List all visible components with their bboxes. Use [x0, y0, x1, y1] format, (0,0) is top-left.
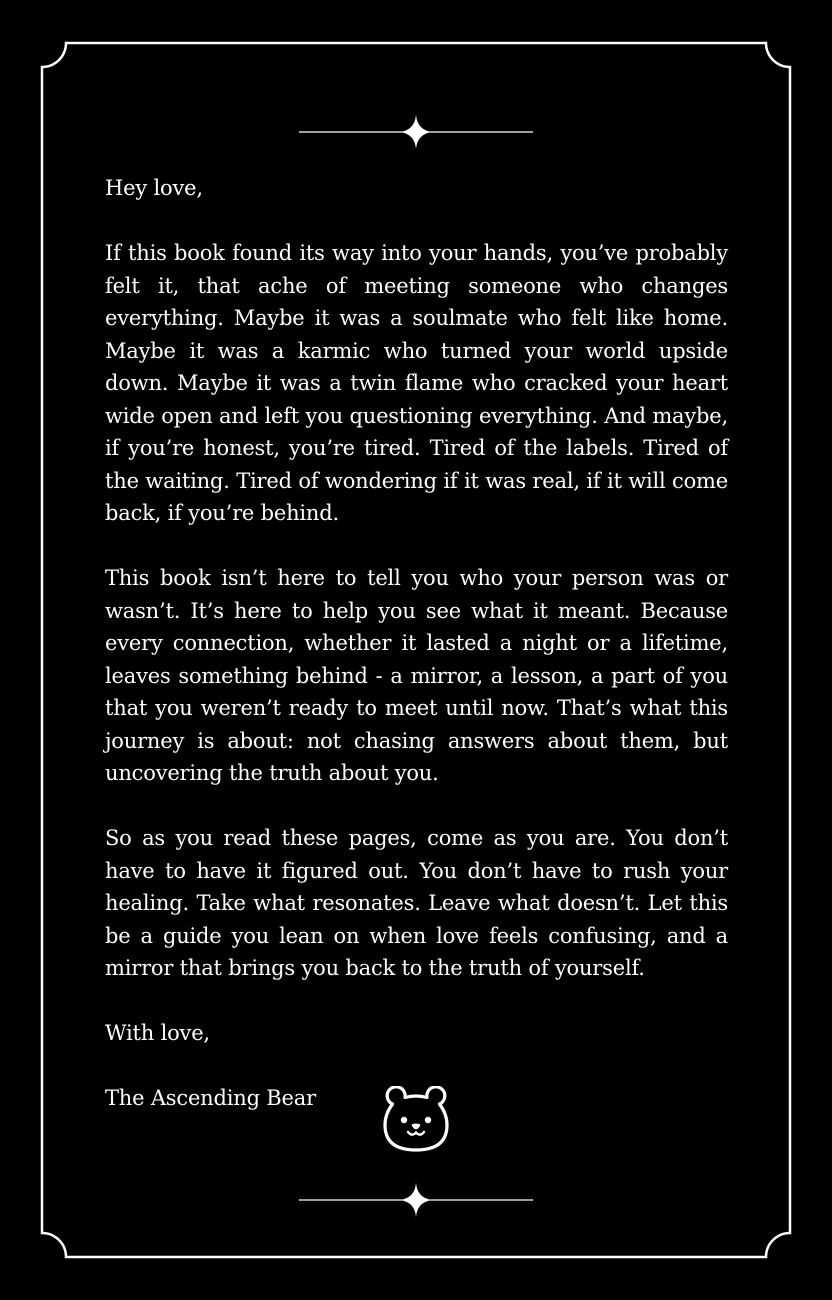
greeting: Hey love, — [105, 176, 203, 200]
letter-body — [105, 172, 728, 1115]
closing: With love, — [105, 1021, 210, 1045]
signature: The Ascending Bear — [105, 1086, 316, 1110]
bear-face-icon — [378, 1086, 454, 1156]
bottom-sparkle-divider-icon — [296, 1180, 536, 1220]
paragraph-2: This book isn’t here to tell you who your person was or wasn’t. It’s here to help you see what it meant. Because every connection, whether it lasted a night or a lifetime, leaves something behind - a mirror, a lesson, a part of you that you weren’t ready to meet until now. That’s what this journey is about: not chasing answers about them, but uncovering the truth about you. — [105, 566, 728, 785]
top-sparkle-divider-icon — [296, 112, 536, 152]
paragraph-1: If this book found its way into your hands, you’ve probably felt it, that ache of meeting someone who changes everything. Maybe it was a soulmate who felt like home. Maybe it was a karmic who turned your world upside down. Maybe it was a twin flame who cracked your heart wide open and left you questioning everything. And maybe, if you’re honest, you’re tired. Tired of the labels. Tired of the waiting. Tired of wondering if it was real, if it will come back, if you’re behind. — [105, 241, 728, 525]
paragraph-3: So as you read these pages, come as you are. You don’t have to have it figured out. You don’t have to rush your healing. Take what resonates. Leave what doesn’t. Let this be a guide you lean on when love feels confusing, and a mirror that brings you back to the truth of yourself. — [105, 826, 728, 980]
